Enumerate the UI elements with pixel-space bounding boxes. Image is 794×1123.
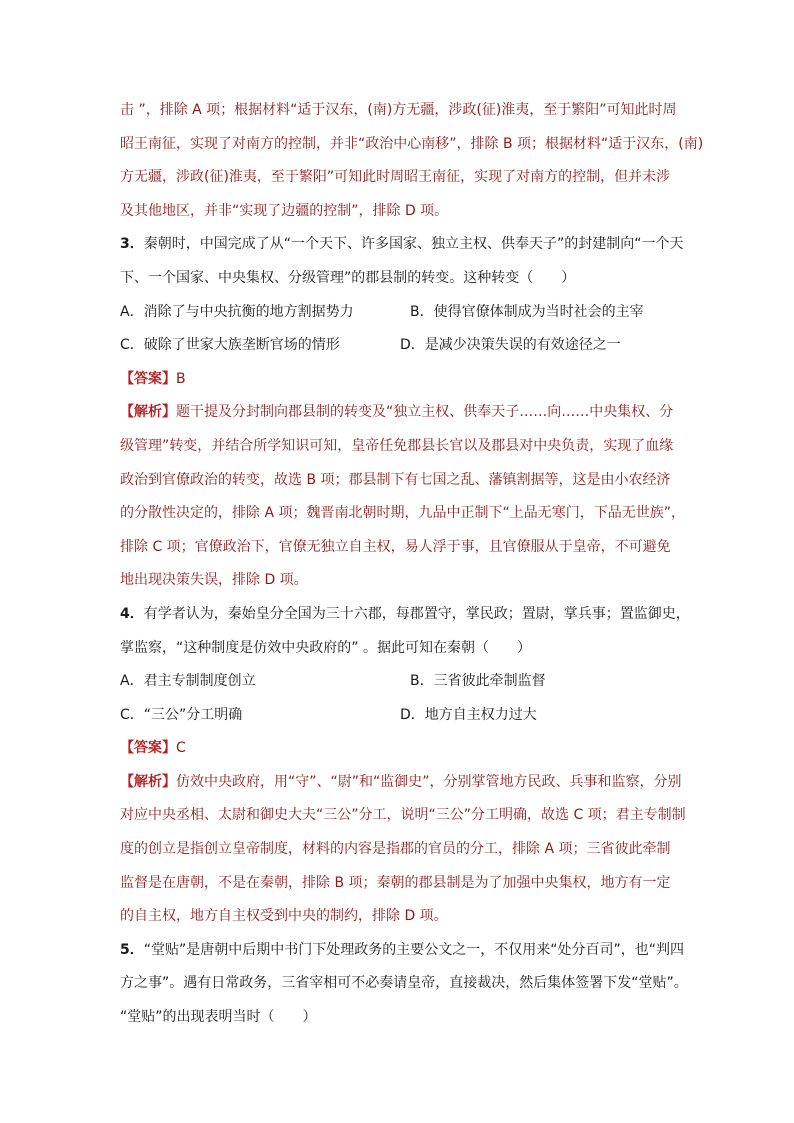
q3-options-row	[120, 300, 686, 324]
prev-analysis-line: 及其他地区，并非“实现了边疆的控制”，排除 D 项。	[120, 202, 449, 219]
q4-stem-text: 有学者认为，秦始皇分全国为三十六郡，每郡置守，掌民政；置尉，掌兵事；置监御史，	[143, 605, 690, 622]
q4-option-d: D．地方自主权力过大	[400, 706, 537, 723]
q4-options-row	[120, 669, 686, 693]
q3-analysis-line: 政治到官僚政治的转变，故选 B 项；郡县制下有七国之乱、藩镇割据等，这是由小农经济	[120, 471, 671, 488]
q4-analysis-line: 度的创立是指创立皇帝制度，材料的内容是指郡的官员的分工，排除 A 项；三省彼此牵制	[120, 841, 671, 858]
analysis-tag: 【解析】	[120, 773, 176, 790]
q4-analysis-line	[120, 770, 686, 794]
q3-option-c: C．破除了世家大族垄断官场的情形	[120, 337, 340, 354]
q5-number: 5．	[120, 941, 144, 958]
q5-stem-line	[120, 938, 686, 962]
q3-analysis-line: 排除 C 项；官僚政治下，官僚无独立自主权，易人浮于事，且官僚服从于皇帝，不可避免	[120, 538, 671, 555]
q4-number: 4．	[120, 605, 144, 622]
answer-tag: 【答案】	[120, 740, 176, 757]
q4-answer	[120, 736, 686, 760]
prev-analysis-line: 方无疆，涉政(征)淮夷，至于繁阳”可知此时周昭王南征，实现了对南方的控制，但并未涉	[120, 169, 671, 186]
q4-analysis-line: 对应中央丞相、太尉和御史大夫“三公”分工，说明“三公”分工明确，故选 C 项；君主专制制	[120, 807, 686, 824]
q4-answer-value: C	[176, 740, 186, 757]
q3-option-a: A．消除了与中央抗衡的地方割据势力	[120, 303, 354, 320]
q4-option-c: C．“三公”分工明确	[120, 706, 243, 723]
q3-analysis-text: 题干提及分封制向郡县制的转变及“独立主权、供奉天子……向……中央集权、分	[176, 404, 674, 421]
document-content	[120, 98, 704, 1039]
answer-tag: 【答案】	[120, 370, 176, 387]
q3-answer-value: B	[176, 370, 186, 387]
q4-analysis-line: 的自主权，地方自主权受到中央的制约，排除 D 项。	[120, 908, 448, 925]
q3-answer	[120, 367, 686, 391]
q5-stem-line: 方之事”。遇有日常政务，三省宰相可不必奏请皇帝，直接裁决，然后集体签署下发“堂贴”。	[120, 975, 688, 992]
prev-analysis-line: 昭王南征，实现了对南方的控制，并非“政治中心南移”，排除 B 项；根据材料“适于汉东，(南)	[120, 135, 704, 152]
q4-analysis-text: 仿效中央政府，用“守”、“尉”和“监御史”，分别掌管地方民政、兵事和监察，分别	[176, 773, 682, 790]
q4-option-a: A．君主专制制度创立	[120, 673, 256, 690]
q3-analysis-line: 地出现决策失误，排除 D 项。	[120, 572, 308, 589]
q4-stem-line: 掌监察，“这种制度是仿效中央政府的” 。据此可知在秦朝（ ）	[120, 639, 531, 656]
analysis-tag: 【解析】	[120, 404, 176, 421]
q4-options-row	[120, 703, 686, 727]
q3-analysis-line	[120, 400, 686, 424]
q3-number: 3．	[120, 236, 144, 253]
q3-analysis-line: 级管理”转变，并结合所学知识可知，皇帝任免郡县长官以及郡县对中央负责，实现了血缘	[120, 437, 674, 454]
q5-stem-line: “堂贴”的出现表明当时（ ）	[120, 1009, 317, 1026]
q3-option-b: B．使得官僚体制成为当时社会的主宰	[410, 303, 644, 320]
q3-options-row	[120, 333, 686, 357]
q3-stem-text: 秦朝时，中国完成了从“一个天下、许多国家、独立主权、供奉天子”的封建制向“一个天	[143, 236, 684, 253]
prev-analysis-line: 击 ”，排除 A 项；根据材料“适于汉东，(南)方无疆，涉政(征)淮夷，至于繁阳”可知此时周	[120, 102, 677, 118]
q4-stem-line	[120, 602, 690, 626]
q4-option-b: B．三省彼此牵制监督	[410, 673, 546, 690]
q3-stem-line: 下、一个国家、中央集权、分级管理”的郡县制的转变。这种转变（ ）	[120, 269, 576, 286]
q3-stem-line	[120, 232, 686, 256]
q3-analysis-line: 的分散性决定的，排除 A 项；魏晋南北朝时期，九品中正制下“上品无寒门，下品无世族”，	[120, 505, 685, 522]
q5-stem-text: “堂贴”是唐朝中后期中书门下处理政务的主要公文之一，不仅用来“处分百司”，也“判四	[143, 941, 685, 958]
q3-option-d: D．是减少决策失误的有效途径之一	[400, 337, 621, 354]
q4-analysis-line: 监督是在唐朝，不是在秦朝，排除 B 项；秦朝的郡县制是为了加强中央集权，地方有一定	[120, 874, 671, 891]
